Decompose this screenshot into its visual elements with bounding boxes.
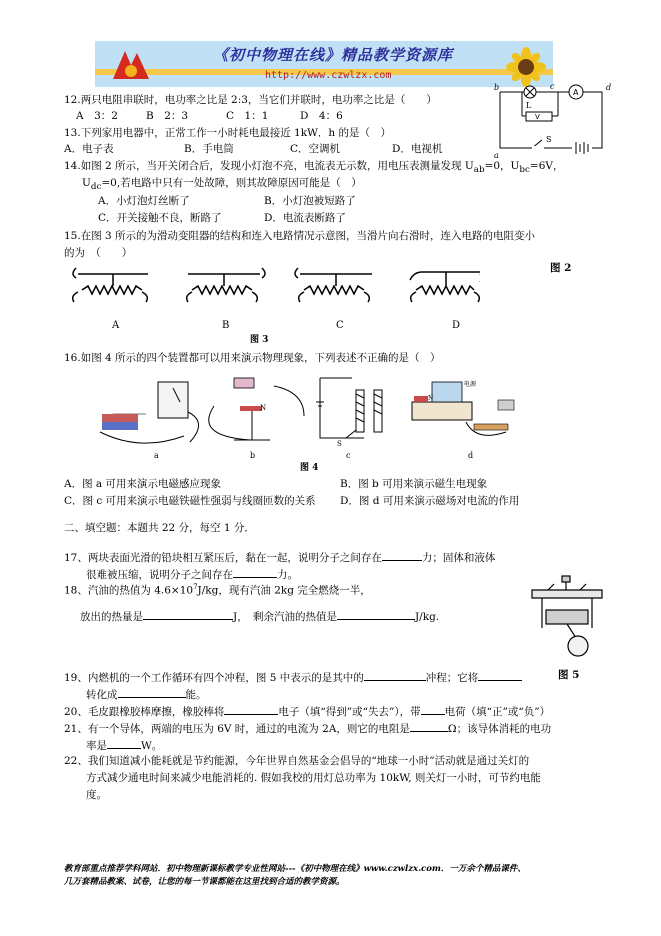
figure-2-circuit [492, 82, 616, 164]
fig2-voltmeter-label: V [535, 113, 540, 121]
q16-option-d: D．图 d 可用来演示磁场对电流的作用 [340, 495, 520, 507]
figure-3-rheostats [60, 262, 480, 346]
q12-option-a: A 3：2 [76, 110, 118, 122]
fig2-ammeter-label: A [573, 88, 579, 97]
q17-line-2: 很难被压缩，说明分子之间存在 力。 [86, 566, 298, 582]
fig3-label-a: A [112, 320, 120, 331]
page-footer [64, 863, 624, 889]
q16-option-c: C．图 c 可用来演示电磁铁磁性强弱与线圈匝数的关系 [64, 495, 316, 507]
q13-option-c: C．空调机 [290, 143, 341, 155]
footer-line-1: 教育部重点推荐学科网站．初中物理新课标教学专业性网站---《初中物理在线》www.czwlzx.com．一万余个精品课件、 [64, 864, 526, 874]
q14-line-1: 14.如图 2 所示，当开关闭合后，发现小灯泡不亮，电流表无示数，用电压表测量发现 $U_{ab}=0$，$U_{bc}=6V$， [64, 160, 564, 176]
fig2-caption: 图 2 [550, 262, 572, 274]
q18-line-2: 放出的热量是 J， 剩余汽油的热值是 J/kg. [80, 608, 439, 624]
q17-blank-1[interactable] [382, 549, 422, 561]
fig5-caption: 图 5 [558, 669, 580, 681]
q13-option-d: D．电视机 [392, 143, 443, 155]
q13-option-a: A．电子表 [64, 143, 114, 155]
q14-line-2: $U_{dc}=0$,若电路中只有一处故障，则其故障原因可能是（ ） [82, 177, 362, 193]
q21-blank-1[interactable] [410, 720, 448, 732]
q21-line-1: 21、有一个导体，两端的电压为 6V 时，通过的电流为 2A，则它的电阻是 Ω；该导体消耗的电功 [64, 720, 551, 736]
fig2-point-d: d [606, 83, 612, 92]
fig4-label-b: b [250, 451, 256, 460]
fig4-d-power: 电源 [464, 381, 477, 388]
fig2-point-b: b [494, 83, 500, 92]
q13-option-b: B．手电筒 [184, 143, 234, 155]
q22-line-2: 方式减少通电时间来减少电能消耗的. 假如我校的用灯总功率为 10kW, 则关灯一小时，可节约电能 [86, 772, 541, 784]
q14-option-b: B．小灯泡被短路了 [264, 195, 356, 207]
q16-stem: 16.如图 4 所示的四个装置都可以用来演示物理现象，下列表述不正确的是（ ） [64, 352, 441, 364]
q12-option-b: B 2：3 [146, 110, 189, 122]
q19-blank-2[interactable] [478, 669, 522, 681]
fig2-lamp-label: L [526, 101, 532, 110]
q12-option-c: C 1：1 [226, 110, 269, 122]
q16-option-a: A．图 a 可用来演示电磁感应现象 [64, 478, 222, 490]
fig4-label-a: a [154, 451, 159, 460]
q19-line-1: 19、内燃机的一个工作循环有四个冲程，图 5 中表示的是其中的 冲程；它将 [64, 669, 522, 685]
q18-blank-2[interactable] [337, 608, 415, 620]
logo-icon [109, 45, 153, 83]
q15-line-1: 15.在图 3 所示的为滑动变阻器的结构和连入电路情况示意图，当滑片向右滑时，连入电路的电阻变小 [64, 230, 536, 242]
figure-4-devices [94, 372, 534, 472]
q17-line-1: 17、两块表面光滑的铅块相互紧压后，黏在一起，说明分子之间存在 力；固体和液体 [64, 549, 495, 565]
q15-line-2: 的为 （ ） [64, 247, 133, 259]
fig4-label-c: c [346, 451, 351, 460]
fig3-label-b: B [222, 320, 230, 331]
sunflower-icon [503, 47, 549, 87]
q21-blank-2[interactable] [107, 737, 141, 749]
fig3-label-d: D [452, 320, 461, 331]
q20-blank-2[interactable] [421, 703, 445, 715]
fig4-caption: 图 4 [300, 463, 319, 472]
fig3-label-c: C [336, 320, 344, 331]
q19-blank-3[interactable] [118, 686, 186, 698]
header-banner [95, 41, 553, 87]
fig3-caption: 图 3 [250, 335, 269, 345]
fig2-switch-label: S [546, 135, 552, 144]
fig4-d-north: N [428, 395, 434, 402]
fig4-label-d: d [468, 451, 474, 460]
q12-option-d: D 4：6 [300, 110, 343, 122]
figure-5-engine [522, 574, 612, 664]
q19-blank-1[interactable] [364, 669, 426, 681]
q22-line-1: 22、我们知道减小能耗就是节约能源，今年世界自然基金会倡导的“地球一小时”活动就是通过关灯的 [64, 755, 530, 767]
banner-url: http://www.czwlzx.com [265, 70, 392, 81]
q14-option-d: D．电流表断路了 [264, 212, 346, 224]
q20-line: 20、毛皮跟橡胶棒摩擦，橡胶棒将 电子（填“得到”或“失去”），带 电荷（填“正”或“负”） [64, 703, 550, 719]
q20-blank-1[interactable] [224, 703, 278, 715]
q14-option-c: C．开关接触不良，断路了 [98, 212, 222, 224]
q22-line-3: 度。 [86, 789, 107, 801]
fig2-point-c: c [550, 82, 555, 91]
q18-line-1: 18、汽油的热值为 $4.6\times 10^7J/kg$，现有汽油 2kg 完全燃烧一半， [64, 583, 371, 597]
fig2-point-a: a [494, 151, 499, 160]
fig4-c-switch: S [337, 440, 342, 448]
q18-blank-1[interactable] [143, 608, 233, 620]
section-2-heading: 二、填空题：本题共 22 分，每空 1 分． [64, 522, 255, 534]
q14-option-a: A．小灯泡灯丝断了 [98, 195, 190, 207]
footer-line-2: 几万套精品教案、试卷，让您的每一节课都能在这里找到合适的教学资源。 [64, 877, 345, 887]
fig4-b-north: N [260, 404, 267, 412]
q17-blank-2[interactable] [233, 566, 277, 578]
q13-stem: 13.下列家用电器中，正常工作一小时耗电最接近 1kW．h 的是（ ） [64, 127, 391, 139]
q12-stem: 12.两只电阻串联时，电功率之比是 2:3，当它们并联时，电功率之比是（ ） [64, 94, 437, 106]
q19-line-2: 转化成 能。 [86, 686, 207, 702]
q21-line-2: 率是 W。 [86, 737, 162, 753]
q16-option-b: B．图 b 可用来演示磁生电现象 [340, 478, 488, 490]
banner-title: 《初中物理在线》精品教学资源库 [213, 46, 454, 64]
